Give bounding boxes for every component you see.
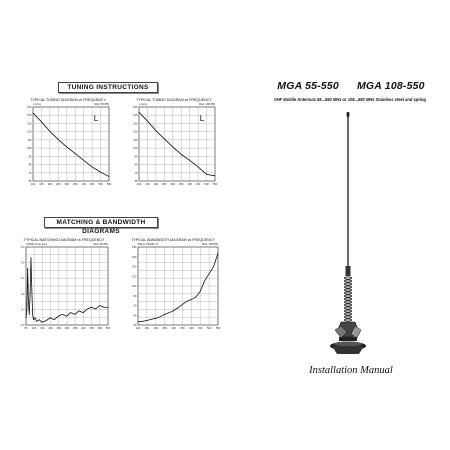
x-tick-label: 100 (32, 327, 37, 330)
data-point (147, 121, 148, 122)
data-point (209, 273, 210, 274)
model-note: Mod. 108-550 (201, 243, 218, 246)
data-point (104, 307, 105, 308)
y-tick-label: 155 (133, 106, 138, 109)
y-tick-label: 80 (133, 294, 137, 298)
data-point (28, 303, 29, 304)
data-point (35, 318, 36, 319)
x-tick-label: 550 (106, 183, 112, 186)
y-tick-label: 1.8 (20, 292, 25, 296)
y-tick-label: 75 (28, 171, 32, 175)
y-tick-label: 125 (27, 130, 32, 134)
data-point (50, 131, 51, 132)
y-tick-label: 65 (134, 180, 138, 183)
data-point (33, 113, 34, 114)
data-point (36, 321, 37, 322)
x-tick-label: 450 (195, 183, 201, 186)
chart-svg (126, 97, 222, 189)
data-point (142, 321, 143, 322)
y-tick-label: 1.4 (20, 308, 25, 312)
data-point (108, 307, 109, 308)
length-marker-label: L (93, 114, 99, 123)
chart-svg (124, 237, 222, 333)
data-point (178, 307, 179, 308)
y-tick-label: 135 (133, 122, 138, 126)
data-point (191, 299, 192, 300)
data-point (26, 318, 27, 319)
y-tick-label: 75 (134, 171, 138, 175)
x-tick-label: 150 (40, 327, 45, 330)
x-tick-label: 200 (153, 327, 158, 330)
tuning-diagram-108-550 (126, 97, 222, 189)
data-point (29, 314, 30, 315)
x-tick-label: 550 (105, 327, 111, 330)
data-point (182, 304, 183, 305)
model-note: Mod. 55-550 (94, 103, 109, 106)
x-tick-label: 500 (98, 183, 103, 186)
data-point (99, 305, 100, 306)
data-point (189, 160, 190, 161)
x-tick-label: 150 (145, 183, 150, 186)
data-point (169, 312, 170, 313)
data-point (75, 314, 76, 315)
model-note: Mod. 55-550 (93, 243, 108, 246)
data-point (41, 121, 42, 122)
x-tick-label: 500 (97, 327, 102, 330)
y-tick-label: 85 (28, 163, 32, 167)
data-point (181, 154, 182, 155)
y-tick-label: 85 (134, 163, 138, 167)
x-tick-label: 100 (135, 327, 141, 330)
bandwidth-diagram (124, 237, 222, 333)
x-tick-label: 550 (215, 327, 221, 330)
y-tick-label: 95 (28, 155, 32, 159)
antenna-illustration (325, 108, 375, 363)
x-tick-label: 450 (89, 327, 94, 330)
y-tick-label: 100 (132, 285, 137, 288)
x-tick-label: 300 (64, 327, 70, 330)
data-point (66, 147, 67, 148)
data-point (95, 309, 96, 310)
y-axis-label: VSWR at the feed (26, 243, 47, 246)
tuning-instructions-heading: TUNING INSTRUCTIONS (58, 82, 158, 93)
y-tick-label: 2.2 (20, 277, 25, 281)
x-tick-label: 150 (144, 327, 150, 330)
y-tick-label: 65 (28, 180, 32, 183)
y-tick-label: 105 (27, 147, 32, 151)
x-tick-label: 250 (162, 183, 167, 186)
matching-diagram (14, 237, 114, 333)
x-tick-label: 500 (204, 183, 209, 186)
data-point (91, 307, 92, 308)
data-point (79, 310, 80, 311)
x-tick-label: 350 (180, 327, 185, 330)
data-point (100, 172, 101, 173)
y-tick-label: 155 (27, 106, 32, 109)
x-tick-label: 300 (64, 183, 69, 186)
data-point (54, 319, 55, 320)
data-point (187, 301, 188, 302)
y-axis-label: L (mm) (33, 103, 42, 106)
y-tick-label: 3.0 (20, 246, 25, 249)
data-point (200, 291, 201, 292)
x-tick-label: 200 (48, 327, 53, 330)
data-point (31, 257, 32, 258)
data-point (58, 139, 59, 140)
data-point (83, 160, 84, 161)
x-tick-label: 200 (47, 183, 53, 186)
data-point (151, 319, 152, 320)
y-tick-label: 120 (132, 275, 137, 279)
data-point (31, 289, 32, 290)
data-point (26, 310, 27, 311)
data-point (195, 297, 196, 298)
model-note: Mod. 108-550 (198, 103, 215, 106)
x-tick-label: 350 (73, 327, 78, 330)
data-point (204, 280, 205, 281)
data-point (156, 130, 157, 131)
x-tick-label: 450 (198, 327, 203, 330)
y-tick-label: 145 (27, 114, 32, 118)
data-point (33, 319, 34, 320)
data-point (32, 314, 33, 315)
data-point (58, 316, 59, 317)
data-point (41, 322, 42, 323)
data-point (27, 268, 28, 269)
data-point (87, 309, 88, 310)
installation-manual-title: Installation Manual (309, 365, 393, 376)
product-subtitle: VHF Mobile Antennas 55...550 MHz or 108...550 MHz Stainless steel and spring (273, 97, 427, 102)
tuning-diagram-55-550 (20, 97, 116, 189)
data-point (147, 320, 148, 321)
y-tick-label: 160 (132, 255, 137, 259)
y-tick-label: 95 (134, 155, 138, 159)
x-tick-label: 300 (170, 183, 175, 186)
y-tick-label: 20 (133, 324, 137, 327)
x-tick-label: 550 (212, 183, 218, 186)
data-point (109, 176, 110, 177)
matching-bandwidth-heading: MATCHING & BANDWIDTH DIAGRAMS (44, 217, 158, 228)
y-tick-label: 135 (27, 122, 32, 126)
data-point (30, 293, 31, 294)
x-tick-label: 350 (179, 183, 184, 186)
data-point (218, 253, 219, 254)
x-tick-label: 300 (171, 327, 176, 330)
data-point (164, 138, 165, 139)
y-tick-label: 115 (27, 138, 32, 142)
data-point (50, 318, 51, 319)
chart-caption: TYPICAL MATCHING DIAGRAM vs FREQUENCY (23, 238, 105, 242)
y-tick-label: 125 (133, 130, 138, 134)
y-axis-label: L (mm) (139, 103, 148, 106)
data-point (173, 310, 174, 311)
data-point (198, 167, 199, 168)
data-point (39, 319, 40, 320)
x-tick-label: 450 (89, 183, 95, 186)
x-tick-label: 400 (81, 183, 86, 186)
y-tick-label: 1.0 (20, 324, 25, 327)
y-tick-label: 140 (132, 265, 137, 269)
data-point (75, 153, 76, 154)
data-series-line (138, 253, 218, 322)
data-point (70, 312, 71, 313)
data-point (215, 175, 216, 176)
x-tick-label: 55 (24, 327, 28, 330)
chart-caption: TYPICAL BANDWIDTH DIAGRAM vs FREQUENCY (131, 238, 215, 242)
x-tick-label: 150 (39, 183, 44, 186)
x-tick-label: 250 (56, 327, 61, 330)
chart-caption: TYPICAL TUNING DIAGRAM vs FREQUENCY (30, 98, 106, 102)
data-point (164, 314, 165, 315)
x-tick-label: 500 (206, 327, 212, 330)
x-tick-label: 400 (187, 183, 192, 186)
model-b: MGA 108-550 (356, 80, 425, 92)
data-point (66, 316, 67, 317)
y-tick-label: 40 (133, 314, 137, 318)
data-point (83, 312, 84, 313)
x-tick-label: 250 (56, 183, 61, 186)
y-tick-label: 60 (133, 304, 137, 308)
data-point (92, 167, 93, 168)
data-point (138, 321, 139, 322)
data-point (62, 314, 63, 315)
chart-svg (14, 237, 114, 333)
product-title (258, 80, 444, 92)
y-tick-label: 2.6 (20, 261, 25, 265)
x-tick-label: 100 (30, 183, 36, 186)
y-tick-label: 115 (133, 138, 138, 142)
chart-svg (20, 97, 116, 189)
chart-caption: TYPICAL TUNING DIAGRAM vs FREQUENCY (136, 98, 212, 102)
data-point (46, 320, 47, 321)
y-tick-label: 145 (133, 114, 138, 118)
y-tick-label: 105 (133, 147, 138, 151)
length-marker-label: L (199, 114, 205, 123)
x-tick-label: 400 (189, 327, 194, 330)
x-tick-label: 400 (81, 327, 86, 330)
y-axis-label: BW at VSWR 1:5 (138, 243, 158, 246)
data-point (172, 147, 173, 148)
x-tick-label: 350 (73, 183, 78, 186)
data-point (139, 112, 140, 113)
data-point (160, 316, 161, 317)
data-point (213, 266, 214, 267)
x-tick-label: 200 (153, 183, 159, 186)
model-a: MGA 55-550 (277, 80, 339, 92)
data-point (155, 318, 156, 319)
data-point (206, 174, 207, 175)
y-tick-label: 180 (132, 246, 137, 249)
x-tick-label: 250 (162, 327, 167, 330)
x-tick-label: 100 (136, 183, 142, 186)
